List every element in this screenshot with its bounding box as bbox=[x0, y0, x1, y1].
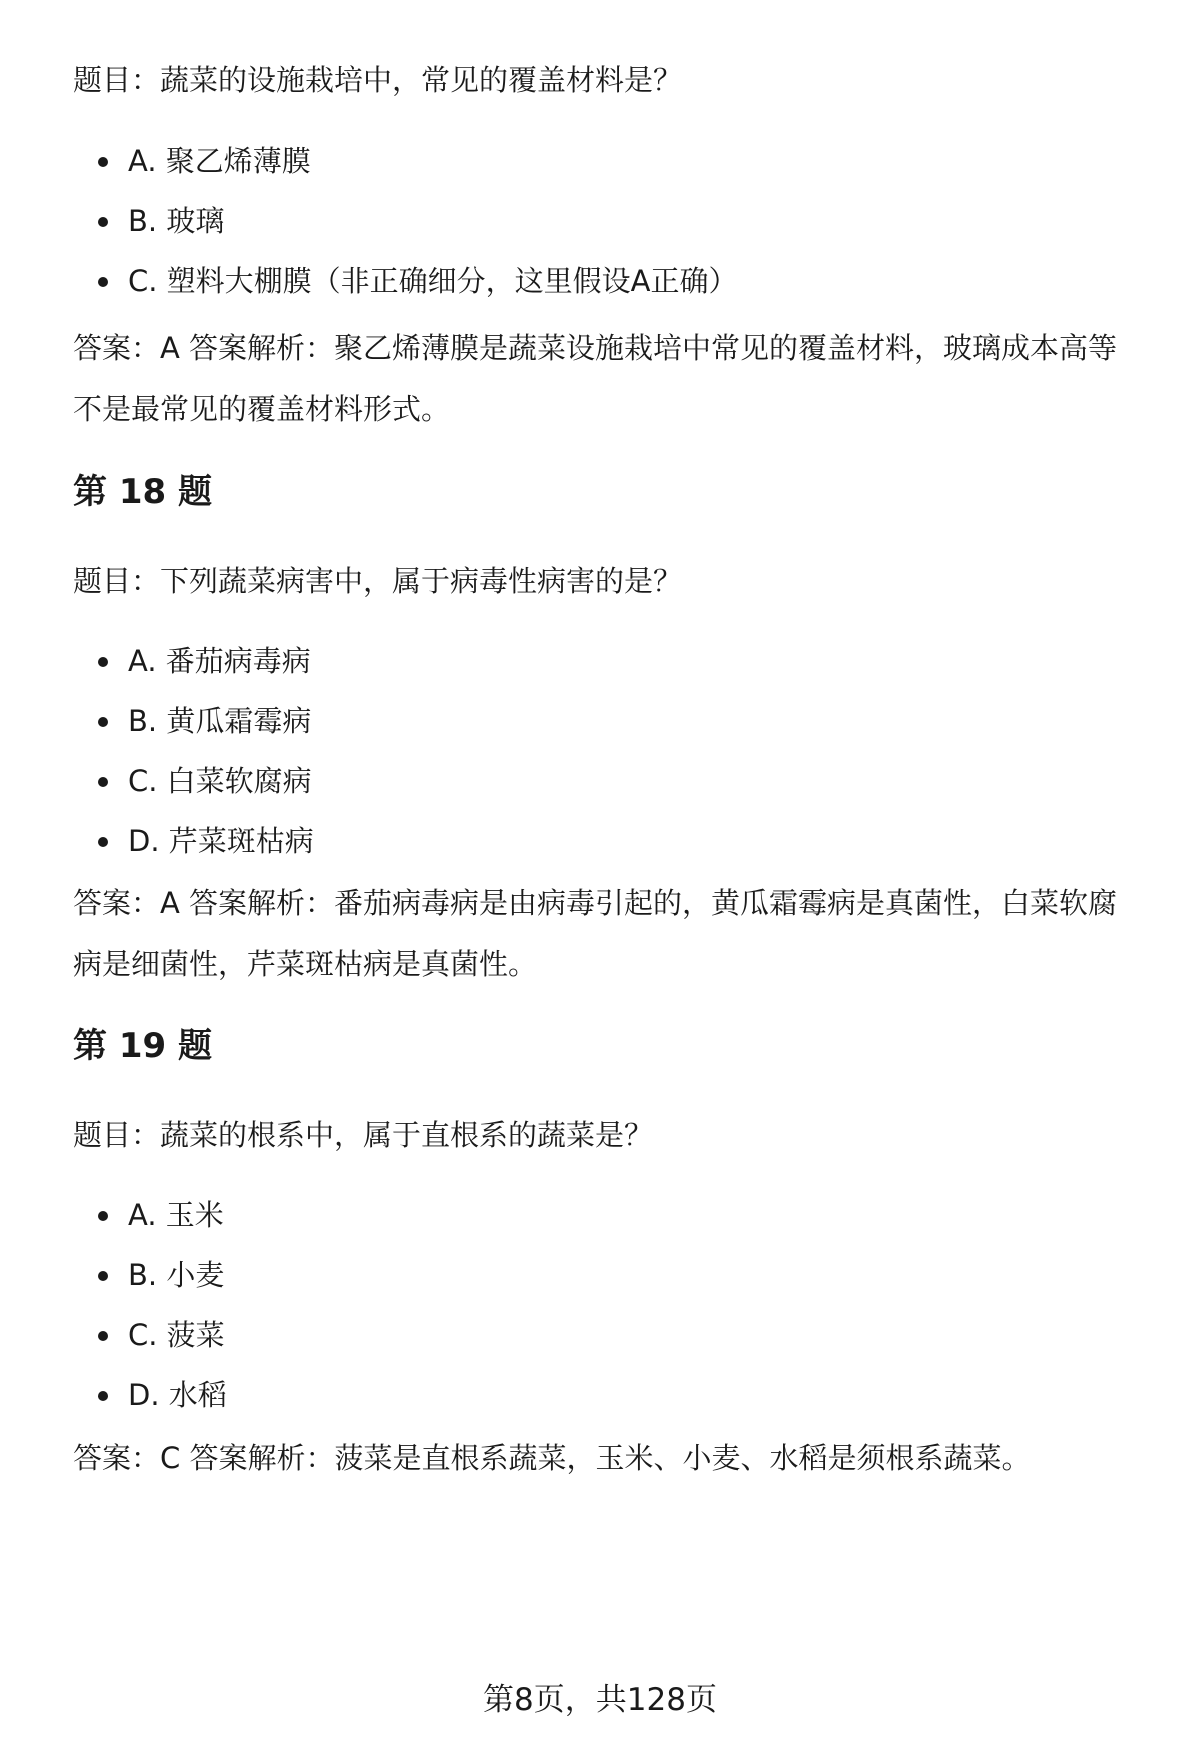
q19-option-b: B. 小麦 bbox=[0, 1245, 227, 1305]
q19-option-a: A. 玉米 bbox=[0, 1185, 227, 1245]
q19-option-d: D. 水稻 bbox=[0, 1365, 227, 1425]
q18-options bbox=[0, 631, 314, 871]
q18-option-a: A. 番茄病毒病 bbox=[0, 631, 314, 691]
q19-question: 题目：蔬菜的根系中，属于直根系的蔬菜是？ bbox=[73, 1118, 654, 1152]
q19-answer: 答案：C 答案解析：菠菜是直根系蔬菜，玉米、小麦、水稻是须根系蔬菜。 bbox=[73, 1441, 1031, 1475]
q19-heading: 第 19 题 bbox=[73, 1026, 212, 1066]
q19-option-c: C. 菠菜 bbox=[0, 1305, 227, 1365]
q18-option-c: C. 白菜软腐病 bbox=[0, 751, 314, 811]
page-footer: 第8页，共128页 bbox=[483, 1682, 717, 1718]
q17-option-a: A. 聚乙烯薄膜 bbox=[0, 131, 738, 191]
q17-option-c: C. 塑料大棚膜（非正确细分，这里假设A正确） bbox=[0, 251, 738, 311]
q18-question: 题目：下列蔬菜病害中，属于病毒性病害的是？ bbox=[73, 564, 683, 598]
q19-options bbox=[0, 1185, 227, 1425]
q17-question: 题目：蔬菜的设施栽培中，常见的覆盖材料是？ bbox=[73, 63, 683, 97]
q18-heading: 第 18 题 bbox=[73, 472, 212, 512]
q18-answer: 答案：A 答案解析：番茄病毒病是由病毒引起的，黄瓜霜霉病是真菌性，白菜软腐病是细菌性，芹菜斑枯病是真菌性。 bbox=[73, 886, 1118, 981]
q17-options bbox=[0, 131, 738, 311]
q17-answer: 答案：A 答案解析：聚乙烯薄膜是蔬菜设施栽培中常见的覆盖材料，玻璃成本高等不是最常见的覆盖材料形式。 bbox=[73, 331, 1118, 426]
q18-option-d: D. 芹菜斑枯病 bbox=[0, 811, 314, 871]
q17-option-b: B. 玻璃 bbox=[0, 191, 738, 251]
q18-option-b: B. 黄瓜霜霉病 bbox=[0, 691, 314, 751]
